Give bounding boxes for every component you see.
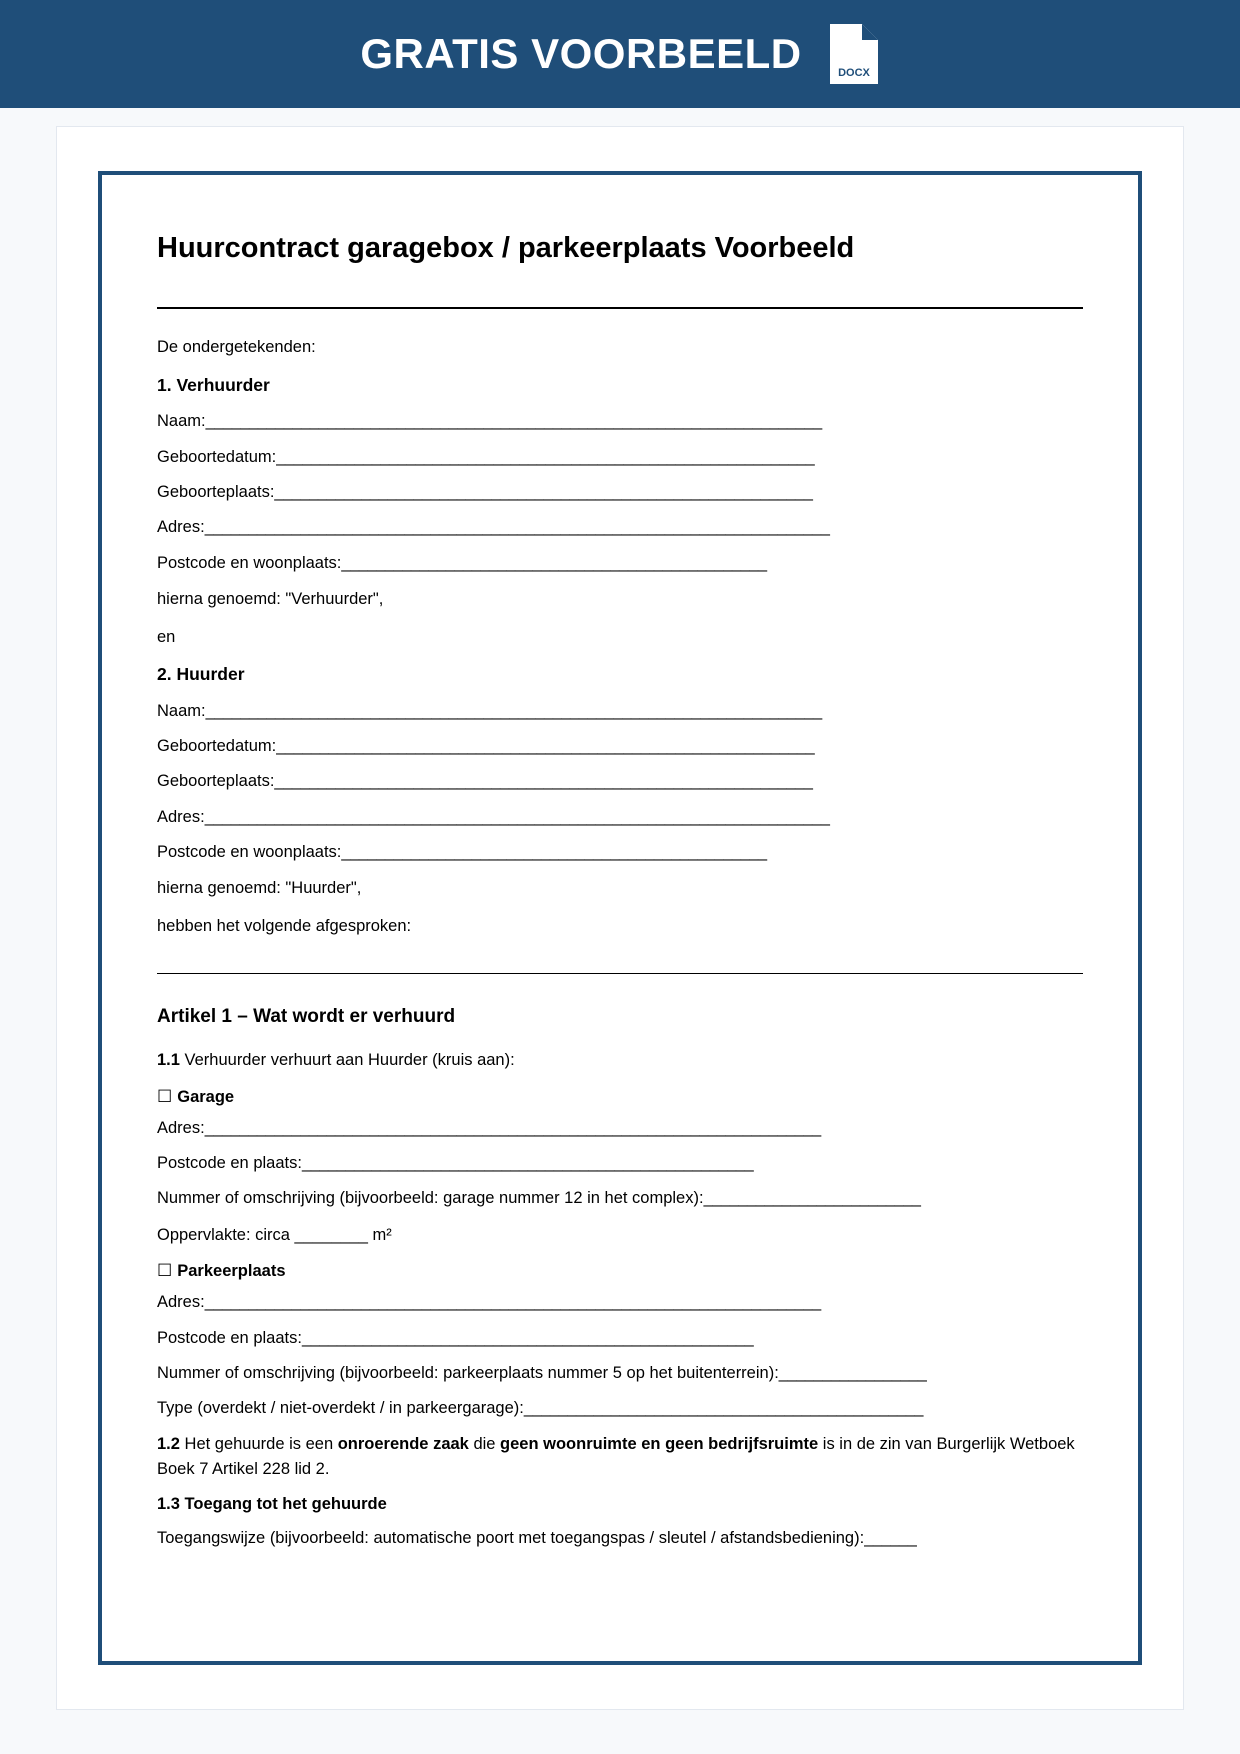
field-blank[interactable]: _________________________________________________: [341, 842, 767, 861]
field-label: Geboorteplaats:: [157, 483, 275, 501]
party-1-heading: 1. Verhuurder: [157, 374, 270, 395]
field-label: Adres:: [157, 1293, 205, 1312]
field-blank[interactable]: _______________________________________________________________________: [205, 701, 822, 720]
party-2-heading: 2. Huurder: [157, 664, 245, 685]
field-row: [157, 1362, 1083, 1384]
field-blank[interactable]: _______________________________________________________________________: [204, 1118, 821, 1137]
checkbox-icon[interactable]: ☐: [157, 1261, 173, 1281]
field-row: [157, 770, 1083, 792]
top-banner: [0, 0, 1240, 108]
field-blank[interactable]: ________________________________________________________________________: [204, 807, 830, 826]
field-row: [157, 552, 1083, 574]
article-1-heading: Artikel 1 – Wat wordt er verhuurd: [157, 1005, 456, 1027]
field-blank[interactable]: ______________________________________________________________: [274, 772, 813, 791]
field-label: Postcode en woonplaats:: [157, 553, 342, 572]
party-1-hereafter: hierna genoemd: "Verhuurder",: [157, 589, 384, 608]
clause-1-3-heading: 1.3 Toegang tot het gehuurde: [157, 1494, 387, 1513]
field-label: Adres:: [157, 807, 205, 826]
field-label: Geboortedatum:: [157, 737, 277, 756]
field-blank[interactable]: ________________________________________________________________________: [204, 518, 830, 537]
checkbox-label: Parkeerplaats: [177, 1262, 286, 1281]
field-blank[interactable]: _________________: [778, 1363, 927, 1382]
field-row: [157, 1397, 1083, 1419]
field-label: Type (overdekt / niet-overdekt / in parkeergarage):: [157, 1399, 524, 1418]
field-blank[interactable]: _________________________: [703, 1189, 921, 1208]
conjunction-en: en: [157, 627, 176, 646]
section-divider: [157, 973, 1083, 974]
field-label: Adres:: [157, 518, 205, 537]
checkbox-icon[interactable]: ☐: [157, 1086, 173, 1106]
agreement-line: hebben het volgende afgesproken:: [157, 916, 412, 935]
party-2-hereafter: hierna genoemd: "Huurder",: [157, 879, 362, 898]
field-label: Geboortedatum:: [157, 447, 277, 466]
document-body: [102, 175, 1138, 1549]
clause-text-a: Het gehuurde is een: [179, 1435, 338, 1454]
field-row: [157, 841, 1083, 863]
field-row: [157, 1187, 1083, 1209]
field-row: [157, 481, 1083, 503]
field-label: Nummer of omschrijving (bijvoorbeeld: parkeerplaats nummer 5 op het buitenterrein):: [157, 1363, 779, 1382]
field-blank[interactable]: ______________________________________________________________: [274, 483, 813, 501]
clause-1-2: [157, 1432, 1083, 1482]
field-row: [157, 806, 1083, 828]
docx-icon-label: DOCX: [837, 67, 870, 79]
field-label: Postcode en woonplaats:: [157, 842, 342, 861]
field-blank[interactable]: _______________________________________________________________________: [204, 1293, 821, 1312]
field-row: [157, 1117, 1083, 1139]
field-blank[interactable]: ______: [864, 1528, 917, 1547]
field-blank[interactable]: ______________________________________________________________: [276, 737, 815, 756]
banner-title: GRATIS VOORBEELD: [360, 30, 802, 77]
title-divider: [157, 307, 1083, 309]
field-row: [157, 410, 1083, 432]
docx-file-icon: [828, 22, 880, 86]
field-label: Naam:: [157, 412, 206, 431]
field-row: [157, 735, 1083, 757]
clause-text: Verhuurder verhuurt aan Huurder (kruis aan):: [179, 1051, 515, 1070]
field-label: Geboorteplaats:: [157, 772, 275, 791]
garage-area-field[interactable]: Oppervlakte: circa ________ m²: [157, 1225, 392, 1244]
field-label: Postcode en plaats:: [157, 1328, 302, 1347]
field-label: Nummer of omschrijving (bijvoorbeeld: garage nummer 12 in het complex):: [157, 1189, 704, 1208]
field-blank[interactable]: ______________________________________________: [523, 1399, 923, 1418]
page-title: Huurcontract garagebox / parkeerplaats Voorbeeld: [157, 232, 855, 264]
clause-number: 1.2: [157, 1435, 180, 1454]
clause-text-b: die: [468, 1435, 501, 1454]
field-blank[interactable]: ____________________________________________________: [301, 1154, 754, 1173]
field-label: Toegangswijze (bijvoorbeeld: automatische poort met toegangspas / sleutel / afstandsbediening):: [157, 1528, 865, 1547]
field-row: [157, 1527, 1083, 1549]
field-row: [157, 446, 1083, 468]
clause-bold-a: onroerende zaak: [337, 1435, 469, 1454]
field-label: Adres:: [157, 1118, 205, 1137]
clause-bold-b: geen woonruimte en geen bedrijfsruimte: [500, 1435, 819, 1454]
field-row: [157, 1152, 1083, 1174]
field-row: [157, 516, 1083, 538]
page-card: [56, 126, 1184, 1710]
clause-1-1: [157, 1048, 1083, 1073]
field-blank[interactable]: _________________________________________________: [341, 553, 767, 572]
field-blank[interactable]: ____________________________________________________: [301, 1328, 754, 1347]
clause-number: 1.1: [157, 1051, 180, 1070]
document-frame: [98, 171, 1142, 1665]
field-row: [157, 1291, 1083, 1313]
field-row: [157, 1327, 1083, 1349]
field-blank[interactable]: ______________________________________________________________: [276, 447, 815, 466]
checkbox-option-parkeerplaats[interactable]: [157, 1260, 1083, 1283]
field-label: Postcode en plaats:: [157, 1154, 302, 1173]
field-row: [157, 700, 1083, 722]
field-blank[interactable]: _______________________________________________________________________: [205, 412, 822, 431]
intro-label: De ondergetekenden:: [157, 338, 316, 357]
checkbox-option-garage[interactable]: [157, 1086, 1083, 1109]
clause-text-c: is in de zin van Burgerlijk Wetboek Boek 7 Artikel 228 lid 2.: [157, 1435, 1075, 1479]
field-label: Naam:: [157, 701, 206, 720]
checkbox-label: Garage: [177, 1087, 235, 1106]
